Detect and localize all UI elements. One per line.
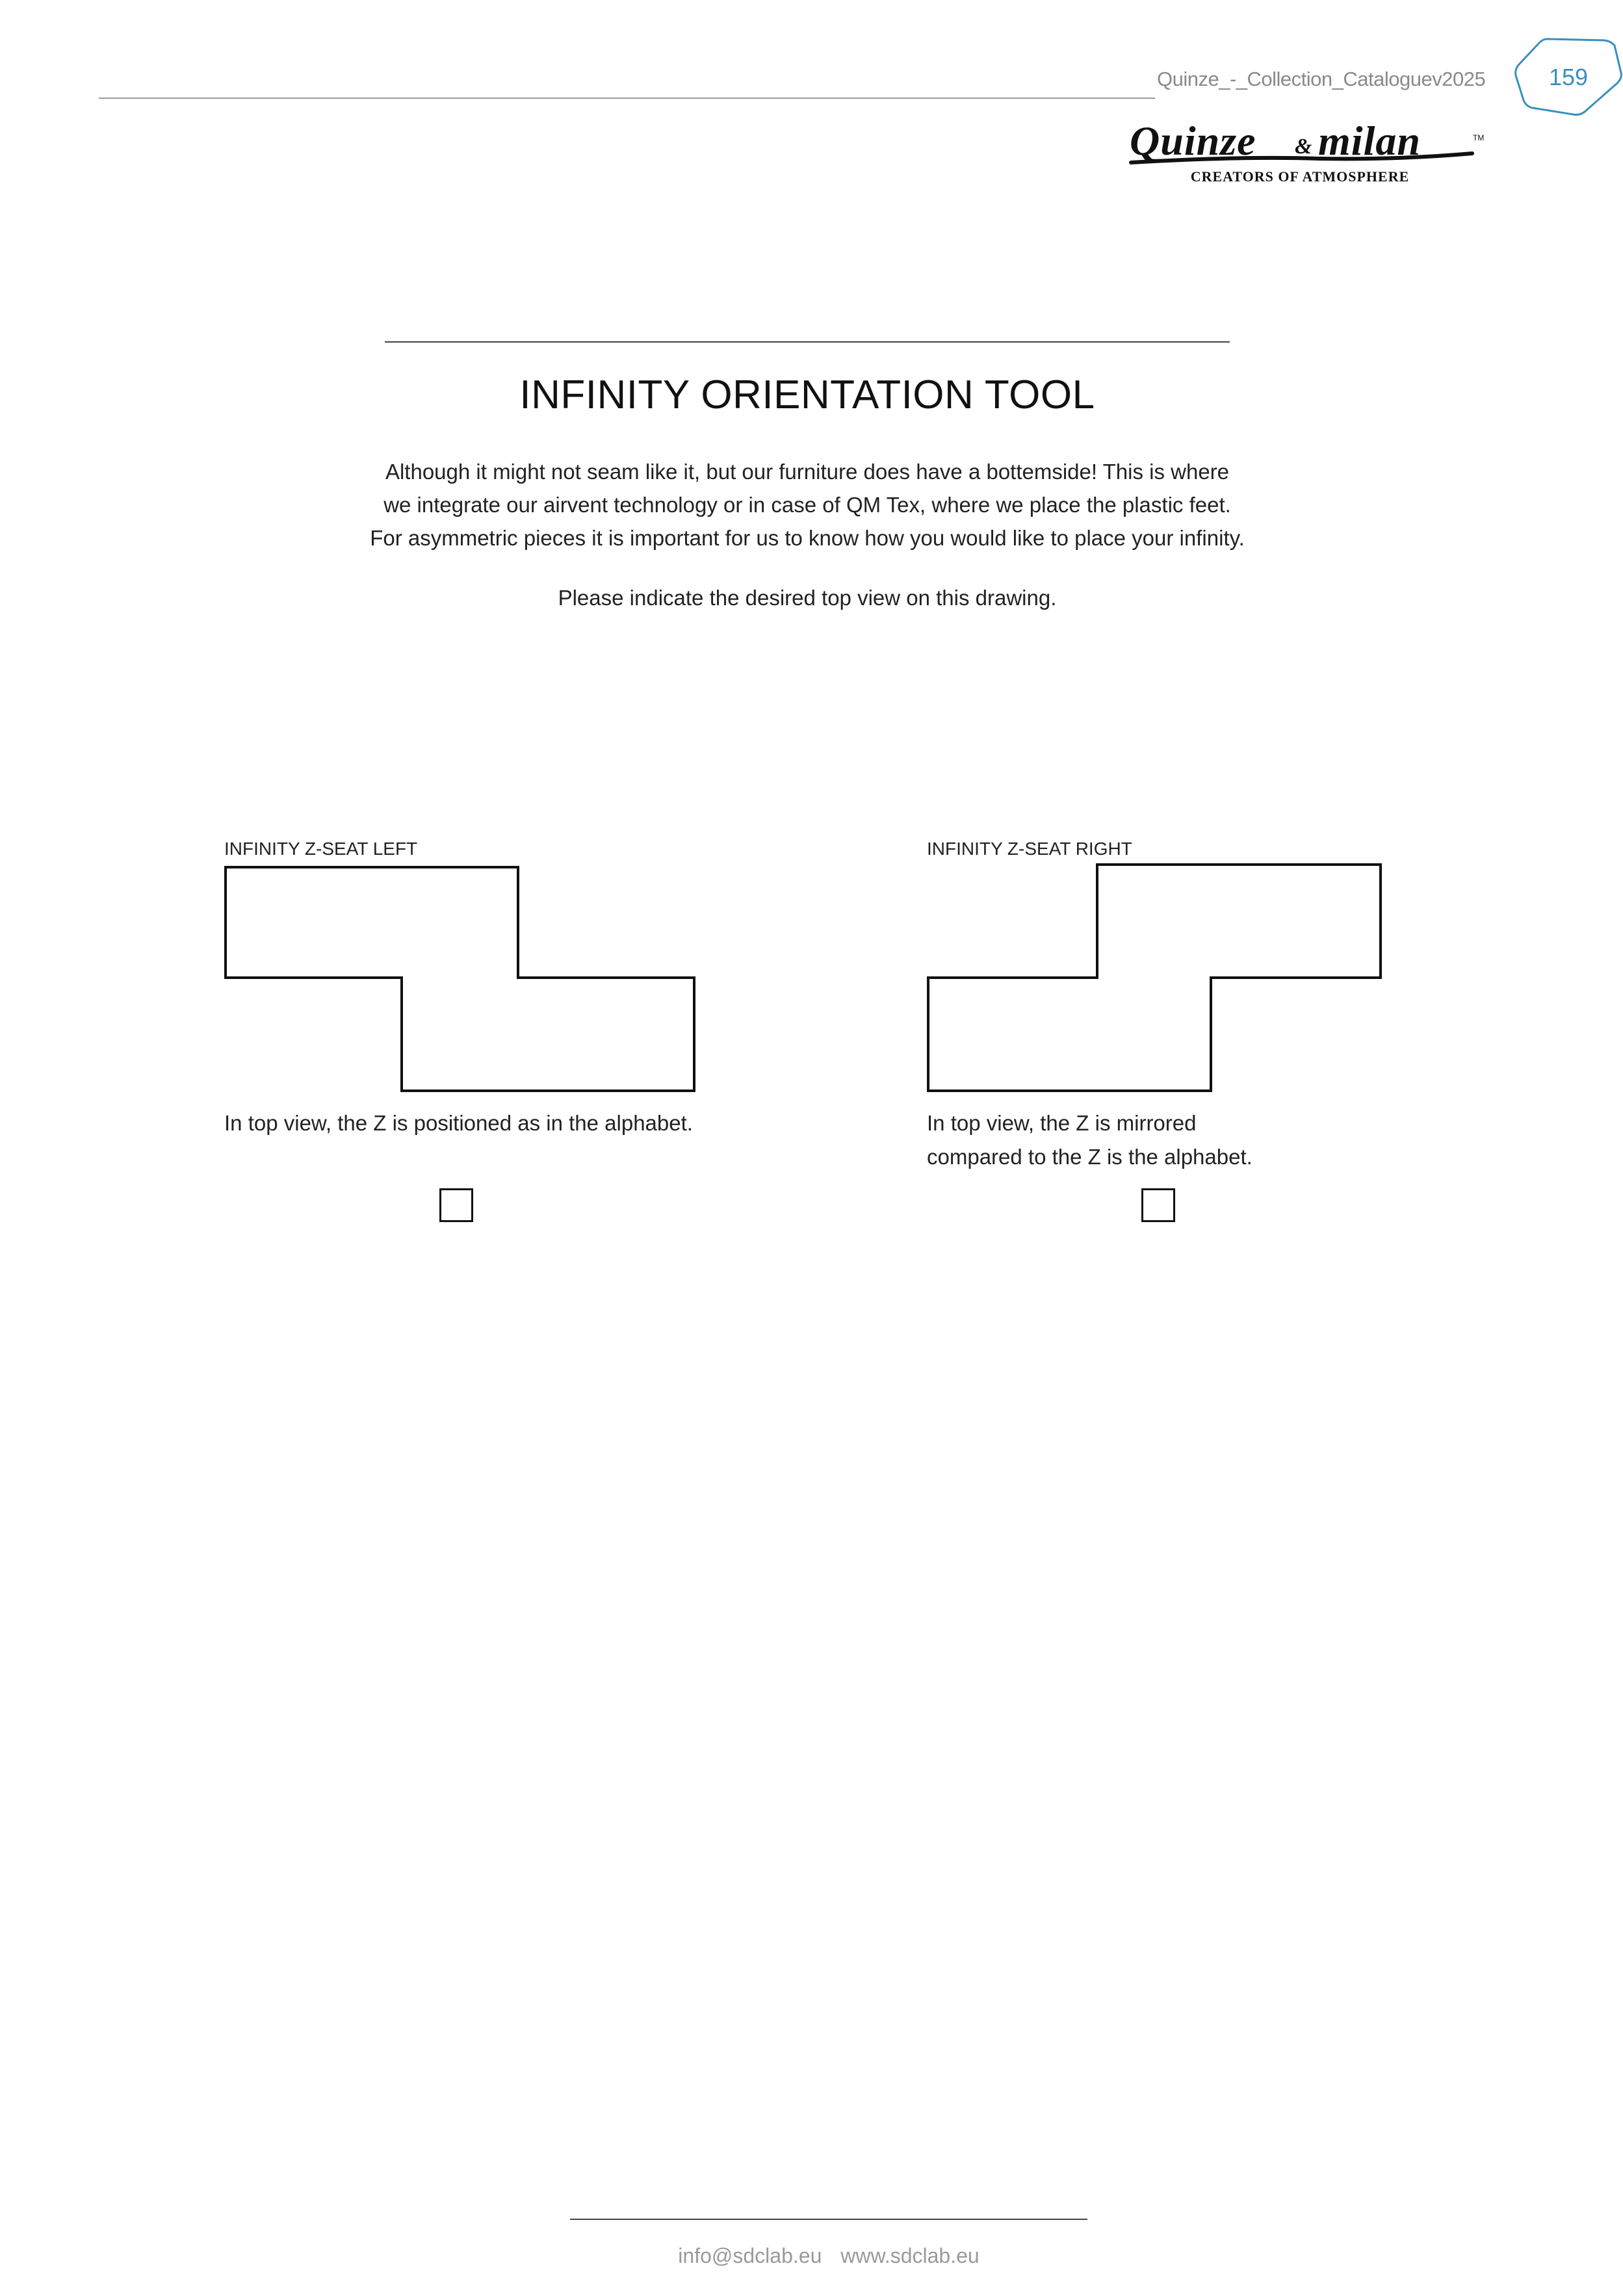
option-label-left: INFINITY Z-SEAT LEFT: [224, 839, 418, 859]
description-line: In top view, the Z is mirrored: [927, 1111, 1197, 1135]
page-number: 159: [1548, 64, 1589, 90]
option-description-right: [927, 1106, 1317, 1174]
title-rule: [385, 341, 1230, 343]
footer-email[interactable]: info@sdclab.eu: [678, 2244, 822, 2267]
z-seat-right-drawing: [927, 863, 1382, 1092]
z-seat-left-checkbox[interactable]: [439, 1188, 473, 1222]
description-line: In top view, the Z is positioned as in the alphabet.: [224, 1111, 693, 1135]
document-name: Quinze_-_Collection_Cataloguev2025: [1157, 68, 1486, 90]
svg-text:Quinze: Quinze: [1130, 121, 1256, 164]
description-line: compared to the Z is the alphabet.: [927, 1145, 1253, 1169]
svg-text:milan: milan: [1318, 121, 1421, 164]
z-seat-right-checkbox[interactable]: [1141, 1188, 1175, 1222]
footer-rule: [570, 2219, 1087, 2220]
intro-line: we integrate our airvent technology or in case of QM Tex, where we place the plastic feet.: [383, 493, 1231, 517]
footer-website[interactable]: www.sdclab.eu: [840, 2244, 980, 2267]
svg-text:&: &: [1295, 135, 1312, 159]
header-rule: [99, 98, 1155, 99]
intro-line: For asymmetric pieces it is important for us to know how you would like to place your infinity.: [370, 526, 1245, 550]
svg-text:TM: TM: [1473, 133, 1485, 142]
intro-line: Although it might not seam like it, but our furniture does have a bottemside! This is where: [385, 460, 1230, 484]
z-seat-left-drawing: [224, 866, 695, 1092]
instruction-text: Please indicate the desired top view on this drawing.: [558, 586, 1057, 610]
option-description-left: [224, 1106, 718, 1140]
page-title: INFINITY ORIENTATION TOOL: [519, 372, 1095, 417]
intro-text: [364, 455, 1251, 554]
brand-tagline: CREATORS OF ATMOSPHERE: [1190, 168, 1410, 185]
option-label-right: INFINITY Z-SEAT RIGHT: [927, 839, 1132, 859]
footer-contact: [570, 2244, 1087, 2268]
